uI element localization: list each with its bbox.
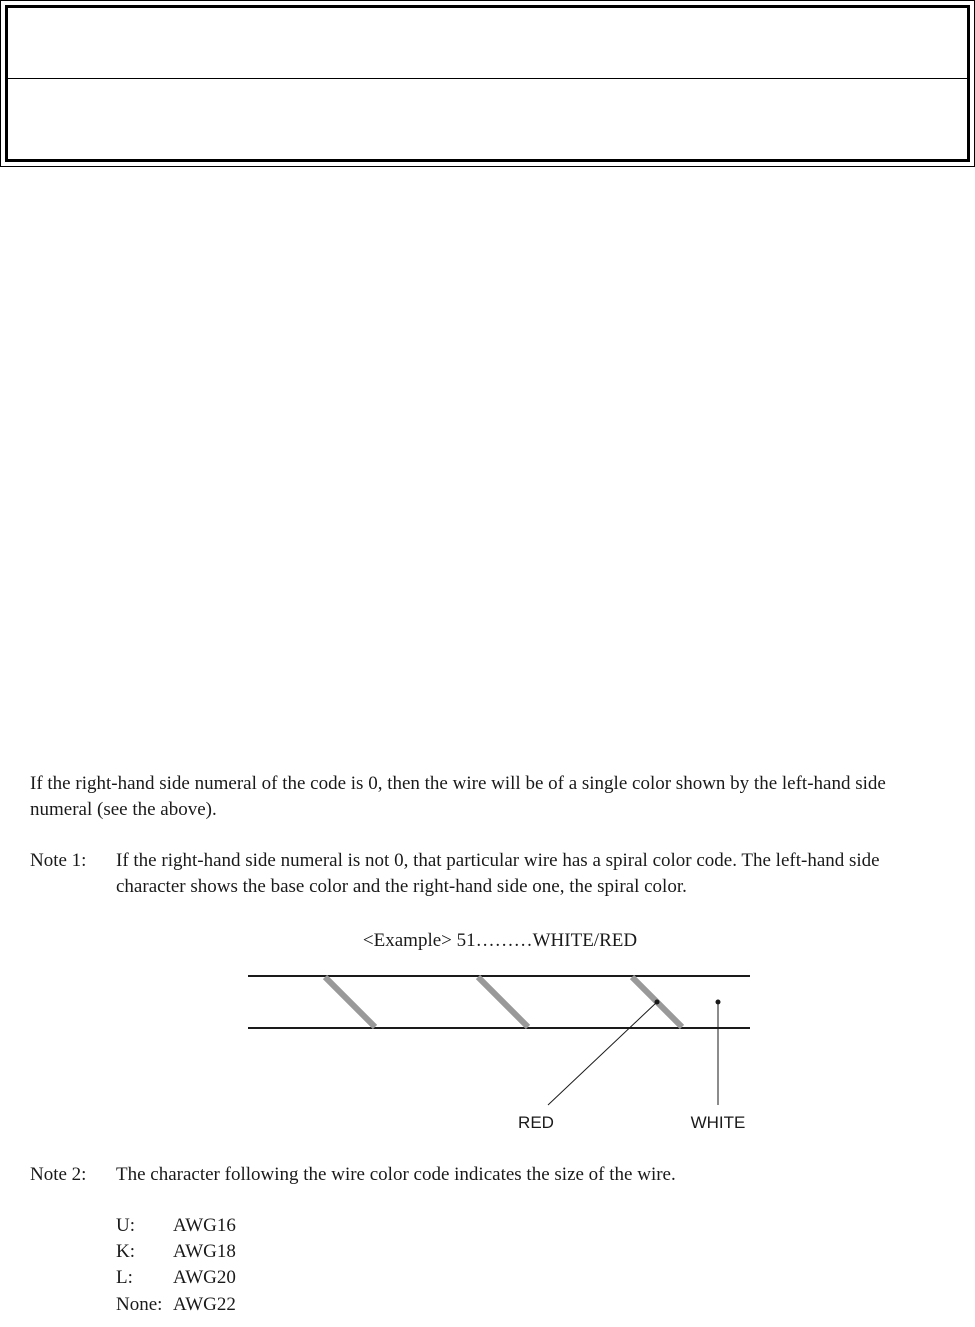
note2-text: The character following the wire color code indicates the size of the wire. — [116, 1164, 676, 1185]
header-divider — [8, 78, 967, 79]
header-frame — [0, 0, 975, 167]
spiral-stripe-3 — [632, 977, 682, 1027]
wire-size-value: AWG20 — [173, 1267, 236, 1288]
white-label: WHITE — [690, 1113, 746, 1132]
wire-size-code: K: — [116, 1241, 135, 1262]
spiral-stripe-2 — [478, 977, 528, 1027]
red-leader-line — [548, 1002, 657, 1105]
note1-text: If the right-hand side numeral is not 0, that particular wire has a spiral color code. The left-hand side character shows the base color and the right-hand side one, the spiral color. — [116, 850, 880, 897]
wire-size-value: AWG16 — [173, 1215, 236, 1236]
wire-size-code: U: — [116, 1215, 135, 1236]
red-pointer-dot — [655, 1000, 660, 1005]
wire-size-value: AWG22 — [173, 1294, 236, 1315]
note2-label: Note 2: — [30, 1164, 87, 1185]
red-label: RED — [518, 1113, 554, 1132]
example-caption: <Example> 51………WHITE/RED — [362, 930, 638, 951]
wire-size-code: L: — [116, 1267, 133, 1288]
spiral-stripe-1 — [325, 977, 375, 1027]
note1-label: Note 1: — [30, 850, 87, 871]
intro-paragraph: If the right-hand side numeral of the code is 0, then the wire will be of a single color shown by the left-hand side numeral (see the above). — [30, 773, 886, 820]
header-inner-frame — [5, 5, 970, 162]
wire-size-value: AWG18 — [173, 1241, 236, 1262]
wire-size-code: None: — [116, 1294, 163, 1315]
white-pointer-dot — [716, 1000, 721, 1005]
